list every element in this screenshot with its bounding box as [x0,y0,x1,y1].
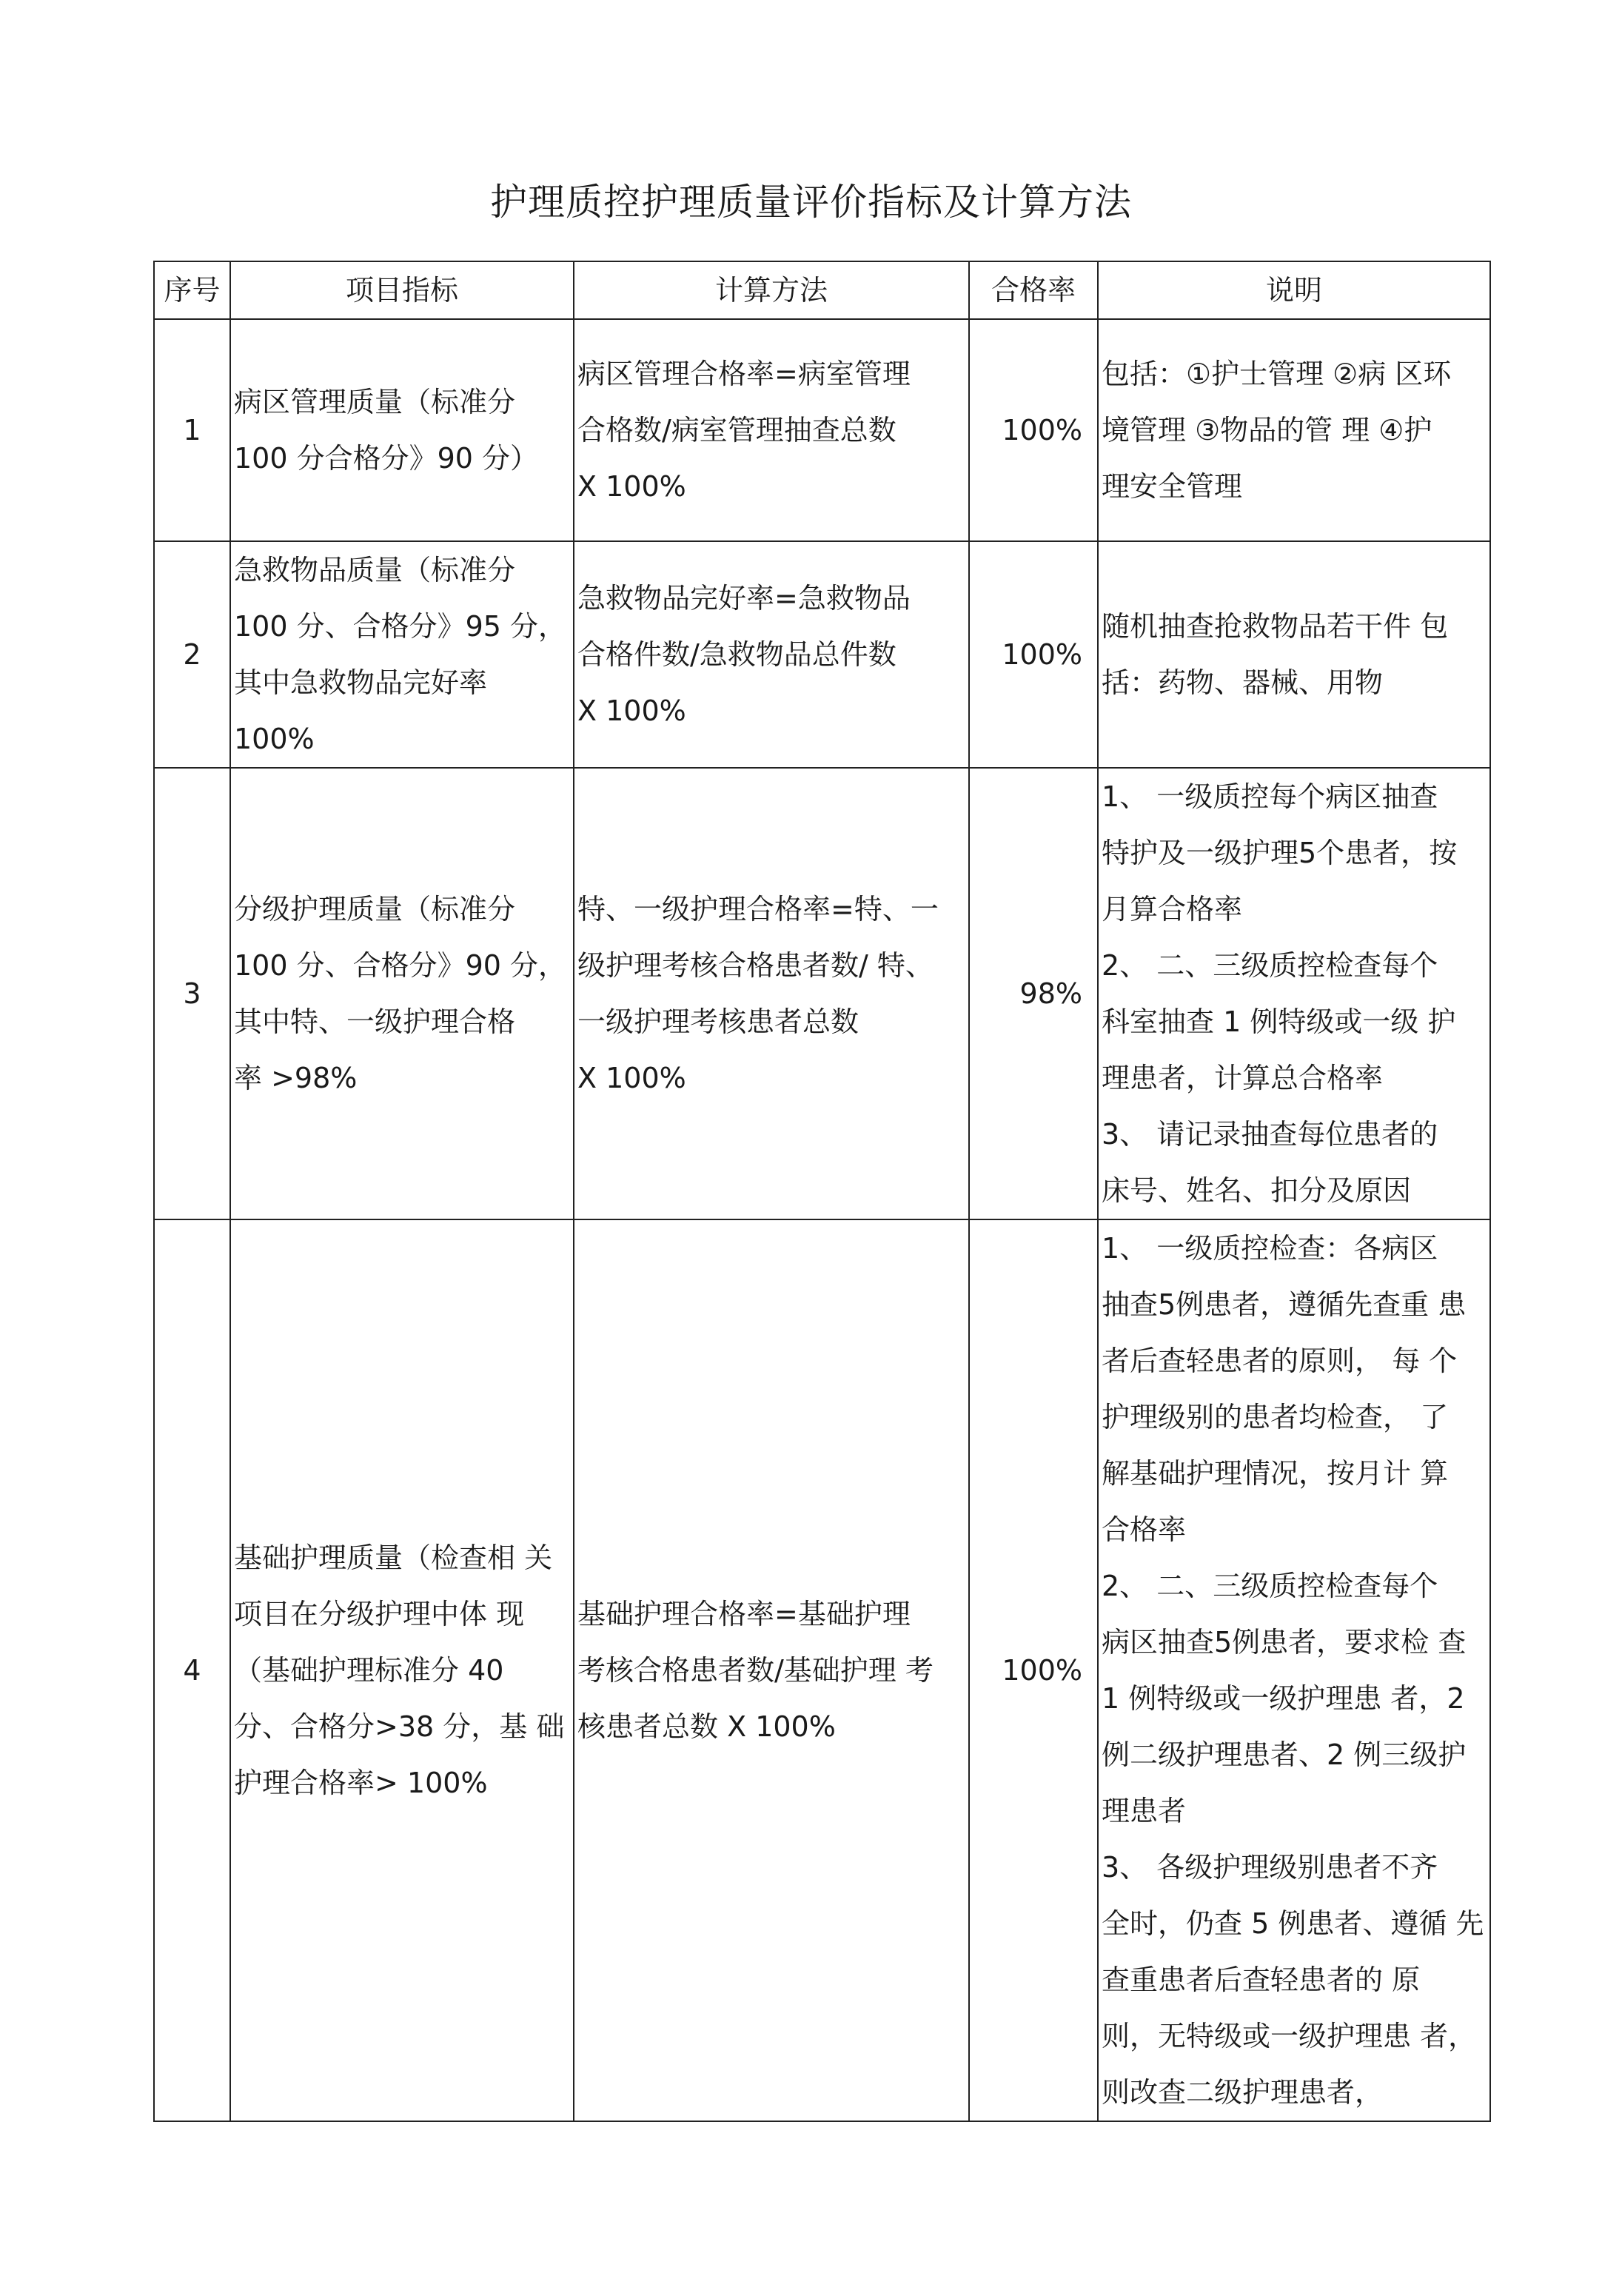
row-rate: 98% [969,768,1098,1219]
row-item: 病区管理质量（标准分 100 分合格分》90 分） [230,319,574,541]
row-note: 1、 一级质控每个病区抽查 特护及一级护理5个患者，按 月算合格率 2、 二、三级质控检查每个 科室抽查 1 例特级或一级 护 理患者，计算总合格率 3、 请记录抽查每位患者的 床号、姓名、扣分及原因 [1098,768,1490,1219]
row-seq: 4 [154,1219,230,2121]
row-note: 包括：①护士管理 ②病 区环 境管理 ③物品的管 理 ④护 理安全管理 [1098,319,1490,541]
row-method: 急救物品完好率=急救物品 合格件数/急救物品总件数 X 100% [574,541,969,768]
table-header-row [154,261,1490,319]
header-rate: 合格率 [969,261,1098,319]
table-row [154,319,1490,541]
row-rate: 100% [969,541,1098,768]
row-note: 随机抽查抢救物品若干件 包 括：药物、器械、用物 [1098,541,1490,768]
header-note: 说明 [1098,261,1490,319]
header-item: 项目指标 [230,261,574,319]
table-row [154,768,1490,1219]
row-seq: 1 [154,319,230,541]
row-rate: 100% [969,319,1098,541]
evaluation-table [153,261,1491,2122]
row-item: 急救物品质量（标准分 100 分、合格分》95 分， 其中急救物品完好率 100% [230,541,574,768]
table-row [154,541,1490,768]
row-seq: 2 [154,541,230,768]
row-rate: 100% [969,1219,1098,2121]
row-method: 特、一级护理合格率=特、一 级护理考核合格患者数/ 特、 一级护理考核患者总数 X 100% [574,768,969,1219]
row-item: 分级护理质量（标准分 100 分、合格分》90 分， 其中特、一级护理合格 率 >98% [230,768,574,1219]
document-title: 护理质控护理质量评价指标及计算方法 [490,181,1132,224]
row-method: 基础护理合格率=基础护理 考核合格患者数/基础护理 考 核患者总数 X 100% [574,1219,969,2121]
table-row [154,1219,1490,2121]
row-seq: 3 [154,768,230,1219]
row-item: 基础护理质量（检查相 关 项目在分级护理中体 现 （基础护理标准分 40 分、合格分>38 分，基 础 护理合格率> 100% [230,1219,574,2121]
row-note: 1、 一级质控检查：各病区 抽查5例患者，遵循先查重 患 者后查轻患者的原则， 每 个 护理级别的患者均检查， 了 解基础护理情况，按月计 算 合格率 2、 二、三级质控检查每个 病区抽查5例患者，要求检 查 1 例特级或一级护理患 者，2 例二级护理患者、2 例三级护 理患者 3、 各级护理级别患者不齐 全时，仍查 5 例患者、遵循 先 查重患者后查轻患者的 原 则，无特级或一级护理患 者， 则改查二级护理患者， [1098,1219,1490,2121]
header-method: 计算方法 [574,261,969,319]
row-method: 病区管理合格率=病室管理 合格数/病室管理抽查总数 X 100% [574,319,969,541]
header-seq: 序号 [154,261,230,319]
